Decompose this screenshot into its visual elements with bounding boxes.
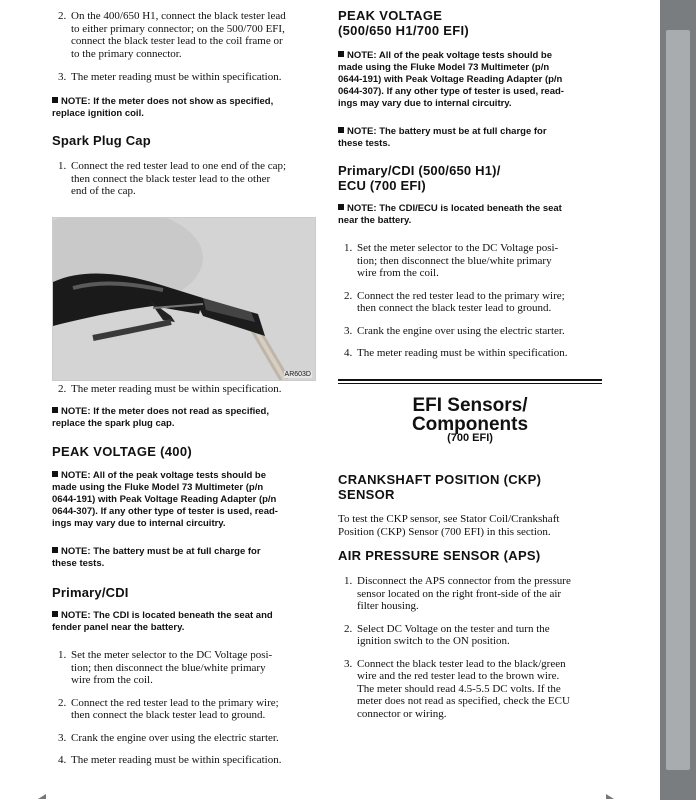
next-page-arrow-icon[interactable] (606, 794, 614, 799)
efi-sensors-title: EFI Sensors/ Components (411, 395, 529, 435)
note-ignition: NOTE: If the meter does not show as specified, replace ignition coil. (52, 96, 274, 119)
spark-steps-2 (52, 383, 314, 396)
note-bullet-icon (338, 127, 344, 133)
note-bullet-icon (52, 611, 58, 617)
ckp-heading: CRANKSHAFT POSITION (CKP) SENSOR (338, 472, 542, 502)
note-bullet-icon (52, 407, 58, 413)
note-bullet-icon (52, 471, 58, 477)
list-item: 2. On the 400/650 H1, connect the black tester lead to either primary connector; on the 500/700 EFI, connect the black tester lead to the coil frame or to the primary connector. (58, 10, 286, 60)
spark-steps (52, 160, 314, 198)
section-divider-thin (338, 383, 602, 384)
list-item: 3. Crank the engine over using the electric starter. (58, 731, 279, 744)
list-item: 3. Connect the black tester lead to the black/green wire and the red tester lead to the brown wire. The meter should read 4.5-5.5 DC volts. If the meter does not read as specified, check the ECU connector or wiring. (344, 657, 570, 720)
photo-label: AR603D (284, 371, 311, 378)
primary-steps-left (52, 649, 314, 767)
aps-steps (338, 575, 602, 720)
list-item: 1. Connect the red tester lead to one end of the cap; then connect the black tester lead to the other end of the cap. (58, 160, 287, 197)
peak-voltage-efi-heading: PEAK VOLTAGE (500/650 H1/700 EFI) (338, 8, 470, 38)
list-item: 1. Set the meter selector to the DC Voltage posi- tion; then disconnect the blue/white primary wire from the coil. (344, 242, 559, 279)
list-item: 4. The meter reading must be within specification. (344, 347, 568, 359)
coil-test-steps-3 (52, 71, 314, 84)
list-item: 1. Set the meter selector to the DC Voltage posi- tion; then disconnect the blue/white primary wire from the coil. (58, 649, 273, 686)
note-peak-400: NOTE: All of the peak voltage tests should be made using the Fluke Model 73 Multimeter (p/n 0644-191) with Peak Voltage Reading Adapter (p/n 0644-307). If any other type of tester is used, read- ings may vary due to internal circuitry. (52, 470, 278, 529)
section-divider (338, 379, 602, 381)
vertical-scrollbar[interactable] (660, 0, 696, 800)
primary-cdi-heading: Primary/CDI (52, 585, 129, 600)
note-cdi-left: NOTE: The CDI is located beneath the seat and fender panel near the battery. (52, 610, 273, 633)
list-item: 1. Disconnect the APS connector from the pressure sensor located on the right front-side of the air filter housing. (344, 575, 571, 612)
note-spark: NOTE: If the meter does not read as specified, replace the spark plug cap. (52, 406, 269, 429)
primary-steps-right (338, 242, 602, 360)
spark-plug-cap-photo (52, 217, 316, 381)
note-bullet-icon (52, 547, 58, 553)
list-item: 4. The meter reading must be within specification. (58, 754, 282, 766)
list-item: 2. The meter reading must be within specification. (58, 383, 282, 395)
coil-test-steps (52, 10, 314, 60)
spark-plug-cap-illustration (53, 218, 315, 380)
peak-voltage-400-heading: PEAK VOLTAGE (400) (52, 444, 192, 459)
list-item: 3. The meter reading must be within specification. (58, 71, 282, 83)
note-bullet-icon (338, 204, 344, 210)
scrollbar-thumb[interactable] (666, 30, 690, 770)
note-battery-right: NOTE: The battery must be at full charge for these tests. (338, 126, 547, 149)
list-item: 2. Select DC Voltage on the tester and turn the ignition switch to the ON position. (344, 622, 550, 647)
list-item: 3. Crank the engine over using the electric starter. (344, 324, 565, 337)
note-bullet-icon (338, 51, 344, 57)
list-item: 2. Connect the red tester lead to the primary wire; then connect the black tester lead to ground. (58, 696, 279, 721)
spark-plug-cap-heading: Spark Plug Cap (52, 133, 151, 148)
aps-heading: AIR PRESSURE SENSOR (APS) (338, 548, 541, 563)
note-cdi-right: NOTE: The CDI/ECU is located beneath the seat near the battery. (338, 203, 562, 226)
note-peak-efi: NOTE: All of the peak voltage tests should be made using the Fluke Model 73 Multimeter (p/n 0644-191) with Peak Voltage Reading Adapter (p/n 0644-307). If any other type of tester is used, read- ings may vary due to internal circuitry. (338, 50, 564, 109)
list-item: 2. Connect the red tester lead to the primary wire; then connect the black tester lead to ground. (344, 289, 565, 314)
efi-sensors-subtitle: (700 EFI) (447, 432, 493, 444)
note-bullet-icon (52, 97, 58, 103)
ckp-paragraph: To test the CKP sensor, see Stator Coil/Crankshaft Position (CKP) Sensor (700 EFI) in this section. (338, 513, 560, 538)
primary-cdi-ecu-heading: Primary/CDI (500/650 H1)/ ECU (700 EFI) (338, 163, 501, 193)
note-battery-left: NOTE: The battery must be at full charge for these tests. (52, 546, 261, 569)
prev-page-arrow-icon[interactable] (38, 794, 46, 799)
